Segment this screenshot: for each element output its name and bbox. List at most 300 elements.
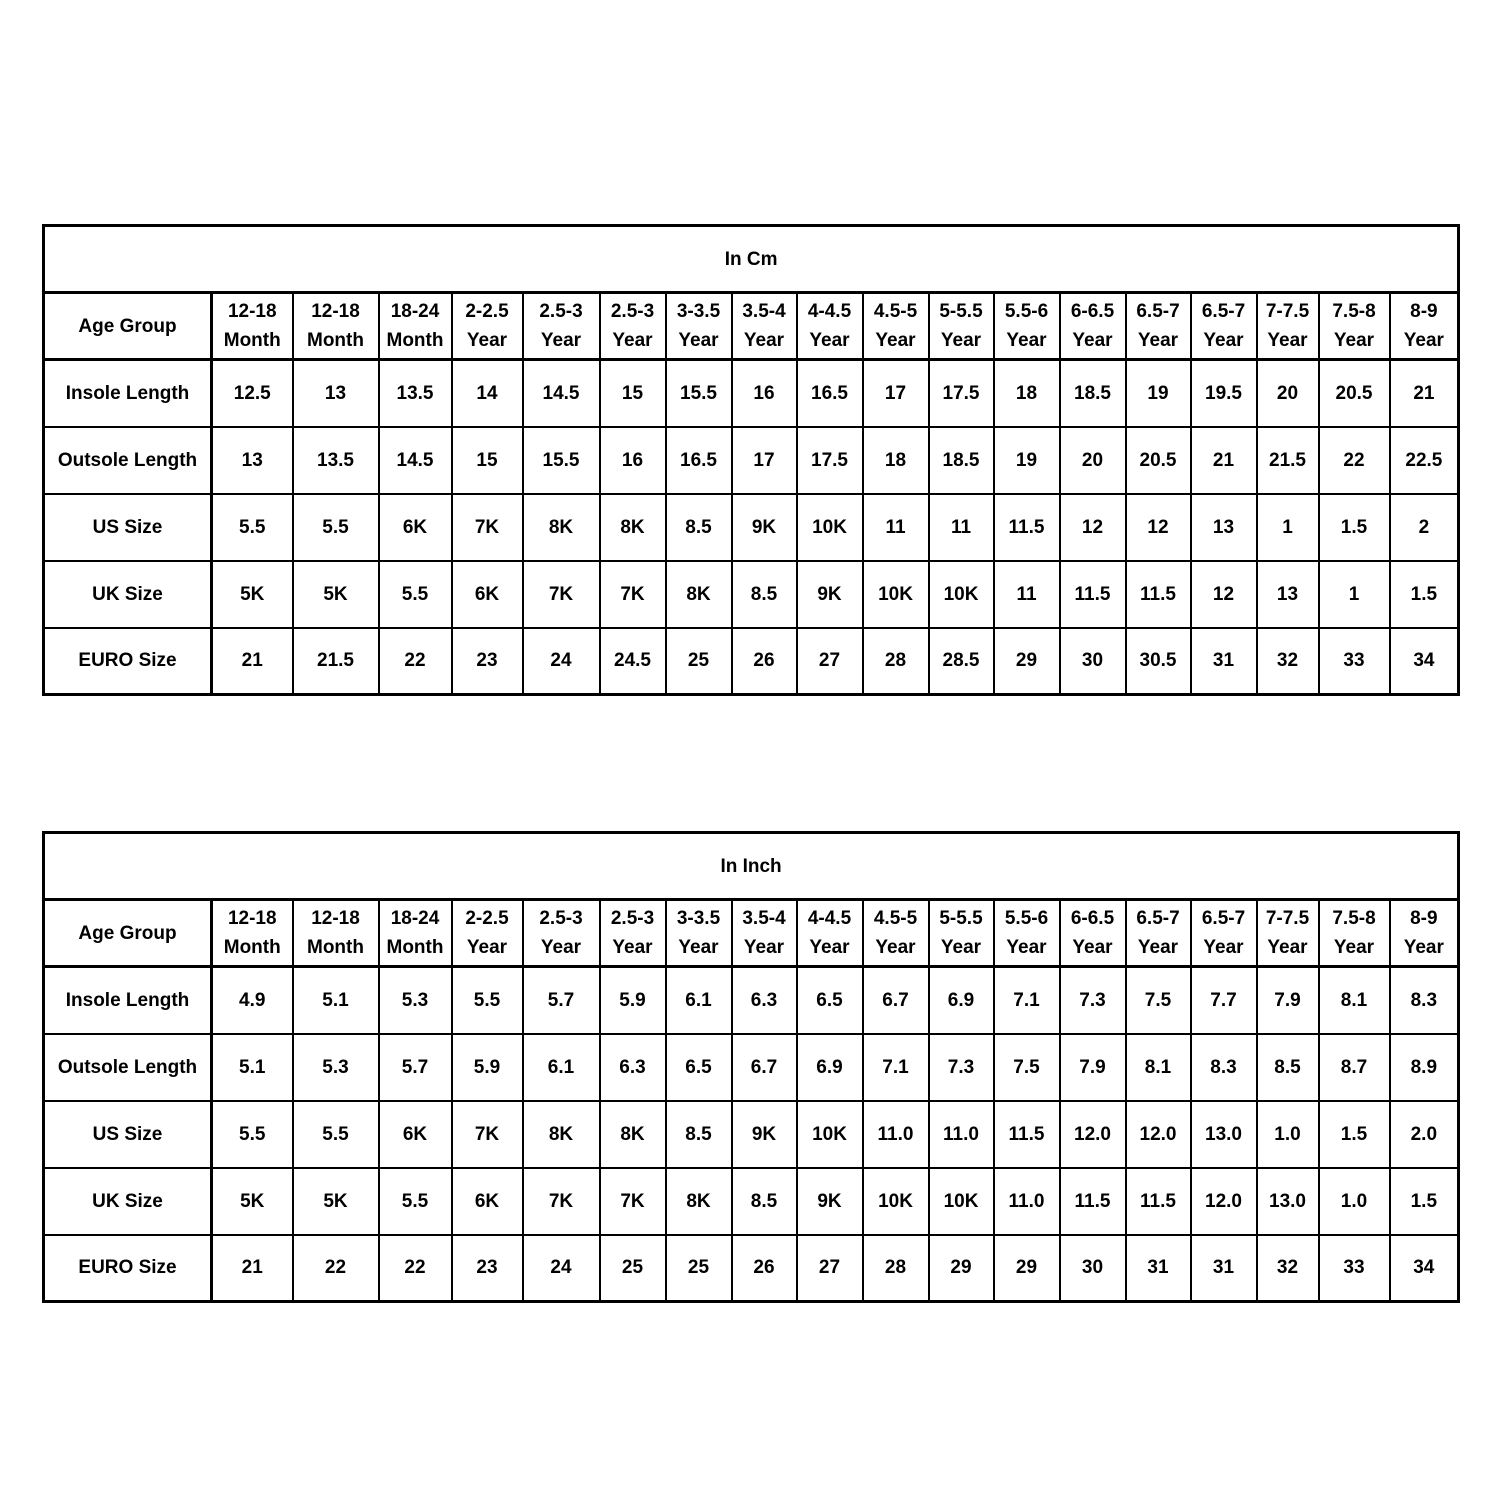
age-range: 2.5-3	[610, 301, 655, 322]
size-value-cell: 29	[994, 1235, 1060, 1302]
age-group-cell	[212, 293, 293, 360]
size-value-cell: 22	[1319, 427, 1390, 494]
age-unit: Year	[1267, 330, 1308, 351]
size-value-cell: 19	[1126, 360, 1191, 427]
row-label: US Size	[44, 1101, 212, 1168]
size-value-cell: 12	[1060, 494, 1126, 561]
age-unit: Month	[307, 330, 364, 351]
age-range: 5.5-6	[1004, 301, 1049, 322]
size-value-cell: 17	[732, 427, 797, 494]
size-value-cell: 5.5	[452, 967, 523, 1034]
size-value-cell: 11.5	[1060, 1168, 1126, 1235]
age-unit: Year	[678, 937, 719, 958]
size-value-cell: 28	[863, 1235, 929, 1302]
age-group-cell	[929, 293, 994, 360]
table-title-row	[44, 833, 1459, 900]
size-value-cell: 10K	[797, 494, 863, 561]
size-value-cell: 5.1	[293, 967, 379, 1034]
size-value-cell: 8.3	[1390, 967, 1459, 1034]
size-value-cell: 13.5	[379, 360, 452, 427]
size-value-cell: 11.0	[929, 1101, 994, 1168]
size-value-cell: 8.1	[1126, 1034, 1191, 1101]
size-value-cell: 5.5	[293, 1101, 379, 1168]
size-value-cell: 7.5	[1126, 967, 1191, 1034]
age-group-cell	[212, 900, 293, 967]
size-value-cell: 6.3	[732, 967, 797, 1034]
age-range: 4-4.5	[807, 301, 852, 322]
size-value-cell: 14	[452, 360, 523, 427]
table-title: In Cm	[44, 226, 1459, 293]
size-value-cell: 5K	[212, 561, 293, 628]
size-value-cell: 23	[452, 628, 523, 695]
age-unit: Year	[743, 937, 785, 958]
age-range: 6.5-7	[1201, 301, 1246, 322]
age-range: 8-9	[1410, 908, 1438, 929]
age-group-cell	[1126, 293, 1191, 360]
age-group-cell	[1060, 900, 1126, 967]
size-value-cell: 9K	[732, 1101, 797, 1168]
size-value-cell: 7.5	[994, 1034, 1060, 1101]
size-value-cell: 11.5	[994, 1101, 1060, 1168]
age-range: 12-18	[311, 301, 360, 322]
size-value-cell: 13.0	[1191, 1101, 1257, 1168]
age-unit: Year	[1006, 330, 1047, 351]
row-label: EURO Size	[44, 628, 212, 695]
size-value-cell: 21	[212, 628, 293, 695]
size-value-cell: 22	[379, 628, 452, 695]
size-value-cell: 7.1	[863, 1034, 929, 1101]
size-value-cell: 8K	[600, 1101, 666, 1168]
size-value-cell: 30	[1060, 628, 1126, 695]
size-value-cell: 32	[1257, 628, 1319, 695]
size-value-cell: 24	[523, 1235, 600, 1302]
age-unit: Year	[1333, 330, 1375, 351]
size-value-cell: 16	[732, 360, 797, 427]
age-range: 2.5-3	[610, 908, 655, 929]
age-group-cell	[379, 293, 452, 360]
size-value-cell: 17.5	[797, 427, 863, 494]
age-group-cell	[1191, 293, 1257, 360]
age-group-cell	[452, 900, 523, 967]
age-group-cell	[600, 293, 666, 360]
size-value-cell: 8.5	[666, 1101, 732, 1168]
size-value-cell: 14.5	[379, 427, 452, 494]
size-value-cell: 5.1	[212, 1034, 293, 1101]
age-group-cell	[994, 900, 1060, 967]
size-value-cell: 11	[994, 561, 1060, 628]
age-unit: Year	[1072, 937, 1113, 958]
age-range: 5.5-6	[1004, 908, 1049, 929]
size-value-cell: 12.0	[1126, 1101, 1191, 1168]
age-group-cell	[600, 900, 666, 967]
size-value-cell: 28	[863, 628, 929, 695]
age-range: 6-6.5	[1070, 301, 1115, 322]
size-value-cell: 27	[797, 1235, 863, 1302]
size-value-cell: 8K	[666, 1168, 732, 1235]
size-value-cell: 11.0	[863, 1101, 929, 1168]
age-group-cell	[666, 900, 732, 967]
size-value-cell: 6K	[379, 494, 452, 561]
size-value-cell: 1	[1257, 494, 1319, 561]
age-range: 4.5-5	[873, 301, 918, 322]
size-value-cell: 8.5	[732, 1168, 797, 1235]
size-value-cell: 5.9	[452, 1034, 523, 1101]
size-value-cell: 7K	[523, 1168, 600, 1235]
size-value-cell: 10K	[863, 561, 929, 628]
age-unit: Year	[809, 330, 850, 351]
size-value-cell: 30.5	[1126, 628, 1191, 695]
size-value-cell: 7K	[600, 561, 666, 628]
size-value-cell: 25	[600, 1235, 666, 1302]
size-value-cell: 10K	[863, 1168, 929, 1235]
age-range: 7-7.5	[1265, 301, 1310, 322]
size-value-cell: 26	[732, 628, 797, 695]
age-group-cell	[1319, 293, 1390, 360]
size-value-cell: 24	[523, 628, 600, 695]
age-unit: Year	[940, 937, 982, 958]
age-unit: Year	[678, 330, 719, 351]
table-row	[44, 360, 1459, 427]
size-value-cell: 32	[1257, 1235, 1319, 1302]
size-value-cell: 22	[379, 1235, 452, 1302]
size-value-cell: 11.5	[1126, 561, 1191, 628]
row-label: UK Size	[44, 1168, 212, 1235]
size-value-cell: 9K	[732, 494, 797, 561]
table-row	[44, 967, 1459, 1034]
size-value-cell: 13.5	[293, 427, 379, 494]
age-range: 3-3.5	[676, 908, 721, 929]
age-unit: Year	[1006, 937, 1047, 958]
size-value-cell: 31	[1126, 1235, 1191, 1302]
size-value-cell: 20.5	[1126, 427, 1191, 494]
size-value-cell: 18	[863, 427, 929, 494]
size-value-cell: 6K	[379, 1101, 452, 1168]
size-value-cell: 1.0	[1257, 1101, 1319, 1168]
size-value-cell: 21.5	[293, 628, 379, 695]
age-group-cell	[1390, 900, 1459, 967]
size-value-cell: 6.1	[666, 967, 732, 1034]
size-value-cell: 15.5	[523, 427, 600, 494]
age-group-header-row	[44, 900, 1459, 967]
size-value-cell: 6.7	[863, 967, 929, 1034]
size-value-cell: 7K	[523, 561, 600, 628]
size-value-cell: 12.0	[1060, 1101, 1126, 1168]
age-range: 4-4.5	[807, 908, 852, 929]
age-group-cell	[1257, 293, 1319, 360]
size-value-cell: 31	[1191, 628, 1257, 695]
age-group-cell	[732, 900, 797, 967]
age-range: 6.5-7	[1201, 908, 1246, 929]
size-value-cell: 12	[1191, 561, 1257, 628]
age-unit: Year	[540, 330, 582, 351]
row-label: EURO Size	[44, 1235, 212, 1302]
size-value-cell: 8K	[600, 494, 666, 561]
size-value-cell: 7.1	[994, 967, 1060, 1034]
age-range: 12-18	[227, 908, 277, 929]
age-unit: Year	[809, 937, 850, 958]
age-unit: Year	[1267, 937, 1308, 958]
size-value-cell: 5.9	[600, 967, 666, 1034]
size-value-cell: 8.7	[1319, 1034, 1390, 1101]
table-row	[44, 628, 1459, 695]
age-unit: Year	[743, 330, 785, 351]
size-value-cell: 6.5	[797, 967, 863, 1034]
age-unit: Month	[307, 937, 364, 958]
table-row	[44, 561, 1459, 628]
size-value-cell: 20.5	[1319, 360, 1390, 427]
size-value-cell: 7.9	[1060, 1034, 1126, 1101]
size-value-cell: 11	[929, 494, 994, 561]
size-value-cell: 8.1	[1319, 967, 1390, 1034]
age-unit: Year	[1072, 330, 1113, 351]
size-value-cell: 7.3	[929, 1034, 994, 1101]
age-group-label: Age Group	[44, 900, 212, 967]
age-unit: Year	[612, 330, 653, 351]
age-range: 4.5-5	[873, 908, 918, 929]
size-value-cell: 12.0	[1191, 1168, 1257, 1235]
age-group-cell	[293, 293, 379, 360]
size-value-cell: 30	[1060, 1235, 1126, 1302]
size-value-cell: 1.0	[1319, 1168, 1390, 1235]
size-value-cell: 15.5	[666, 360, 732, 427]
size-value-cell: 5.5	[212, 1101, 293, 1168]
age-range: 7-7.5	[1265, 908, 1310, 929]
size-value-cell: 5K	[212, 1168, 293, 1235]
size-value-cell: 7.9	[1257, 967, 1319, 1034]
age-range: 6-6.5	[1070, 908, 1115, 929]
size-value-cell: 5.5	[212, 494, 293, 561]
size-value-cell: 21	[1390, 360, 1459, 427]
size-value-cell: 5.5	[293, 494, 379, 561]
size-value-cell: 11.5	[1060, 561, 1126, 628]
age-range: 2.5-3	[539, 301, 583, 322]
size-value-cell: 20	[1257, 360, 1319, 427]
size-value-cell: 33	[1319, 1235, 1390, 1302]
age-unit: Year	[540, 937, 582, 958]
size-value-cell: 34	[1390, 1235, 1459, 1302]
age-unit: Month	[223, 330, 281, 351]
size-value-cell: 14.5	[523, 360, 600, 427]
size-table-cm	[42, 224, 1460, 696]
size-value-cell: 5.7	[523, 967, 600, 1034]
size-value-cell: 23	[452, 1235, 523, 1302]
size-value-cell: 17.5	[929, 360, 994, 427]
size-value-cell: 5.3	[293, 1034, 379, 1101]
table-title: In Inch	[44, 833, 1459, 900]
size-value-cell: 1.5	[1390, 561, 1459, 628]
size-value-cell: 8.5	[1257, 1034, 1319, 1101]
size-value-cell: 13.0	[1257, 1168, 1319, 1235]
row-label: UK Size	[44, 561, 212, 628]
age-unit: Year	[1137, 330, 1179, 351]
size-value-cell: 6.5	[666, 1034, 732, 1101]
age-range: 2.5-3	[539, 908, 583, 929]
size-value-cell: 2	[1390, 494, 1459, 561]
size-value-cell: 5.5	[379, 1168, 452, 1235]
size-value-cell: 9K	[797, 561, 863, 628]
size-value-cell: 24.5	[600, 628, 666, 695]
age-range: 7.5-8	[1332, 301, 1376, 322]
size-value-cell: 6.9	[929, 967, 994, 1034]
size-value-cell: 6.7	[732, 1034, 797, 1101]
age-range: 2-2.5	[465, 301, 509, 322]
table-title-row	[44, 226, 1459, 293]
size-value-cell: 10K	[929, 561, 994, 628]
size-value-cell: 13	[212, 427, 293, 494]
age-unit: Year	[466, 937, 508, 958]
size-value-cell: 8.5	[666, 494, 732, 561]
size-value-cell: 15	[452, 427, 523, 494]
size-value-cell: 16	[600, 427, 666, 494]
age-group-cell	[452, 293, 523, 360]
age-group-cell	[863, 293, 929, 360]
size-value-cell: 19.5	[1191, 360, 1257, 427]
age-unit: Year	[1137, 937, 1179, 958]
size-value-cell: 13	[1191, 494, 1257, 561]
size-value-cell: 7K	[452, 494, 523, 561]
age-group-cell	[379, 900, 452, 967]
size-value-cell: 26	[732, 1235, 797, 1302]
size-value-cell: 28.5	[929, 628, 994, 695]
table-row	[44, 1034, 1459, 1101]
age-group-label: Age Group	[44, 293, 212, 360]
size-value-cell: 8.5	[732, 561, 797, 628]
size-value-cell: 4.9	[212, 967, 293, 1034]
size-value-cell: 7.3	[1060, 967, 1126, 1034]
size-value-cell: 29	[994, 628, 1060, 695]
size-value-cell: 22	[293, 1235, 379, 1302]
table-row	[44, 1101, 1459, 1168]
size-value-cell: 21.5	[1257, 427, 1319, 494]
size-value-cell: 12.5	[212, 360, 293, 427]
size-value-cell: 13	[1257, 561, 1319, 628]
size-value-cell: 8K	[666, 561, 732, 628]
age-unit: Year	[1403, 330, 1444, 351]
age-group-cell	[929, 900, 994, 967]
age-group-header-row	[44, 293, 1459, 360]
age-unit: Year	[875, 937, 916, 958]
age-range: 12-18	[311, 908, 360, 929]
age-range: 3.5-4	[742, 908, 786, 929]
age-range: 18-24	[390, 908, 440, 929]
age-group-cell	[797, 900, 863, 967]
age-group-cell	[1257, 900, 1319, 967]
size-value-cell: 11.5	[994, 494, 1060, 561]
size-value-cell: 8.3	[1191, 1034, 1257, 1101]
age-group-cell	[523, 900, 600, 967]
size-value-cell: 6.9	[797, 1034, 863, 1101]
row-label: Outsole Length	[44, 427, 212, 494]
size-value-cell: 19	[994, 427, 1060, 494]
size-table-inch	[42, 831, 1460, 1303]
age-group-cell	[1319, 900, 1390, 967]
size-value-cell: 16.5	[797, 360, 863, 427]
size-value-cell: 5K	[293, 1168, 379, 1235]
size-value-cell: 15	[600, 360, 666, 427]
age-unit: Year	[466, 330, 508, 351]
size-value-cell: 6K	[452, 1168, 523, 1235]
size-value-cell: 31	[1191, 1235, 1257, 1302]
size-value-cell: 5.5	[379, 561, 452, 628]
size-value-cell: 21	[212, 1235, 293, 1302]
size-value-cell: 7K	[452, 1101, 523, 1168]
size-value-cell: 13	[293, 360, 379, 427]
size-value-cell: 1	[1319, 561, 1390, 628]
age-group-cell	[666, 293, 732, 360]
age-unit: Year	[1203, 937, 1244, 958]
size-value-cell: 18	[994, 360, 1060, 427]
age-range: 3.5-4	[742, 301, 786, 322]
age-unit: Year	[1403, 937, 1444, 958]
age-unit: Year	[612, 937, 653, 958]
size-value-cell: 10K	[797, 1101, 863, 1168]
size-value-cell: 5.7	[379, 1034, 452, 1101]
size-value-cell: 8K	[523, 494, 600, 561]
size-value-cell: 1.5	[1390, 1168, 1459, 1235]
age-group-cell	[293, 900, 379, 967]
age-group-cell	[732, 293, 797, 360]
size-value-cell: 2.0	[1390, 1101, 1459, 1168]
size-value-cell: 27	[797, 628, 863, 695]
age-range: 5-5.5	[939, 908, 983, 929]
size-value-cell: 1.5	[1319, 1101, 1390, 1168]
age-range: 5-5.5	[939, 301, 983, 322]
size-value-cell: 7.7	[1191, 967, 1257, 1034]
size-value-cell: 22.5	[1390, 427, 1459, 494]
size-value-cell: 16.5	[666, 427, 732, 494]
size-value-cell: 17	[863, 360, 929, 427]
age-unit: Month	[386, 330, 444, 351]
size-value-cell: 18.5	[929, 427, 994, 494]
size-value-cell: 18.5	[1060, 360, 1126, 427]
age-range: 2-2.5	[465, 908, 509, 929]
size-value-cell: 29	[929, 1235, 994, 1302]
age-unit: Year	[875, 330, 916, 351]
size-value-cell: 33	[1319, 628, 1390, 695]
table-row	[44, 1168, 1459, 1235]
size-value-cell: 8.9	[1390, 1034, 1459, 1101]
size-value-cell: 11.5	[1126, 1168, 1191, 1235]
size-value-cell: 10K	[929, 1168, 994, 1235]
size-value-cell: 5.3	[379, 967, 452, 1034]
table-row	[44, 427, 1459, 494]
age-unit: Year	[940, 330, 982, 351]
age-group-cell	[1191, 900, 1257, 967]
size-value-cell: 34	[1390, 628, 1459, 695]
size-value-cell: 11	[863, 494, 929, 561]
table-row	[44, 494, 1459, 561]
age-unit: Month	[223, 937, 281, 958]
age-group-cell	[994, 293, 1060, 360]
size-value-cell: 8K	[523, 1101, 600, 1168]
age-group-cell	[1060, 293, 1126, 360]
age-group-cell	[863, 900, 929, 967]
age-range: 7.5-8	[1332, 908, 1376, 929]
size-value-cell: 6.1	[523, 1034, 600, 1101]
age-range: 6.5-7	[1136, 301, 1180, 322]
size-value-cell: 9K	[797, 1168, 863, 1235]
row-label: US Size	[44, 494, 212, 561]
size-value-cell: 6K	[452, 561, 523, 628]
age-range: 12-18	[227, 301, 277, 322]
table-row	[44, 1235, 1459, 1302]
age-unit: Year	[1203, 330, 1244, 351]
size-value-cell: 21	[1191, 427, 1257, 494]
size-value-cell: 20	[1060, 427, 1126, 494]
size-value-cell: 12	[1126, 494, 1191, 561]
size-value-cell: 6.3	[600, 1034, 666, 1101]
size-value-cell: 25	[666, 1235, 732, 1302]
